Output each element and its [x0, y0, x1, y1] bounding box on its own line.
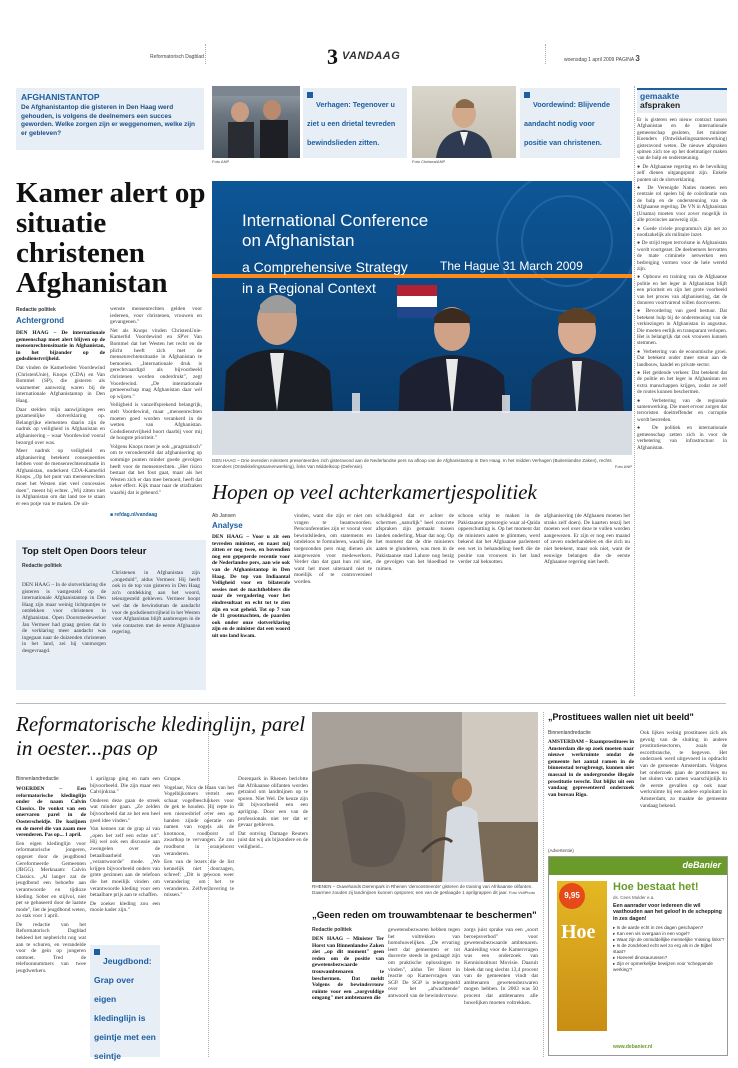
- open-doors-col-2: Christenen in Afghanistan zijn „ongeduld", aldus Vermeer. Hij heeft ook in de top van gisteren in Den Haag zo'n ontdekking aan het woord, teleurgesteld gebleven. Vermeer hoopt wel dat de bewindsman de aandacht voor de godsdienstvrijheid in het Westen voor Afghanistan blijft aanbrengen in de vele contacten met de eerste Afghaanse regering.: [112, 570, 200, 636]
- clothing-section-label: Binnenlandredactie: [16, 776, 59, 782]
- main-caption-text: DEN HAAG – Drie tevreden ministers presenteerden zich gisteravond aan de Nederlandse pers na afloop van de Afghanistantop in Den Haag. In het midden Verhagen (Buitenlandse Zaken), rechts Koenders (Ontwikkelingssamenwerking), links Van Middelkoop (Defensie).: [212, 458, 612, 469]
- ad-author: ds. Cees Mulder e.a.: [613, 895, 655, 900]
- rhenen-caption-text: RHENEN – Ouwehands Dierenpark in Rhenen 'demonstreerde' gisteren de training van Afrikaanse olifanten. Daarmee zouden zij landmijnen kunnen opsporen; een van de geslaagde 1 aprilgrappen dit jaar.: [312, 884, 533, 895]
- youth-box-marker: [94, 949, 100, 955]
- column-rule: [634, 86, 635, 696]
- prostitution-col-1: AMSTERDAM – Raamprostituees in Amsterdam die op zoek moeten naar nieuwe werkruimte omdat de gemeente het aantal ramen in de binnenstad terugbrengt, kunnen niet massaal in de ondergrondse illegale prostitutie terecht. Dat blijkt uit een vandaag gepresenteerd onderzoek van bureau Rigo.: [548, 739, 634, 798]
- ad-bullet: ▸ Is de zondvloed echt wel zo erg als in de Bijbel staat?: [613, 943, 712, 955]
- photo-voordewind-art: [412, 86, 516, 158]
- photo-verhagen: [212, 86, 300, 158]
- side-column-text: [637, 117, 727, 451]
- analysis-paragraph: schoon schip te maken in de Pakistaanse grensregio waar al-Qaida opperschutting is. Op het moment dat de ministers aaten te glimmen, werd bekend dat het Afghaanse parlement een wet in behandeling heeft die de positie van vrouwen in het land verder zal beknotten.: [458, 513, 540, 566]
- analysis-paragraph: DEN HAAG – Voor u zit een tevreden minister, en naast mij zitten er nog twee, en bovendien nog een gepeperde recentie voor de Nederlandse pers, aan wie ook van de Afghanistantop in Den Haag. De top van Indiaantal Veiligheid voor en bilaterale sessies met de machthebbers die naar de vergadering voor het eindresultaat en echt tot te zien zijn en wat geheid. Tot op 7 van de 11 grootmachten, de paarden ook onder onze slotverklaring zijn en de minister dat een woord uit ons land kwam.: [212, 534, 290, 639]
- clothing-col-1: [16, 786, 86, 1056]
- photo-credit-2: Foto Chelsea/ANP: [412, 159, 446, 164]
- analysis-col-2: [294, 513, 372, 694]
- open-doors-section-label: Redactie politiek: [22, 563, 62, 569]
- analysis-col-1: [212, 534, 290, 694]
- clothing-lede: WOERDEN – Een reformatorische kledinglijn onder de naam Calvin Classics. De vonkst van een onervaren parel in de Oosterscheldje. De kozijnen en de merel die van zaam mee verenderen. Pas op... 1 april.: [16, 786, 86, 839]
- youth-box: [90, 945, 160, 1061]
- ad-bullet: ▸ Waar zijn de onmiddellijke menselijke 'missing links'?: [613, 937, 725, 943]
- clothing-paragraph: Onderen deze gaan de streek wat minder gaan. „Ze zelden bijvoorbeeld dat ze het een heel goed idee vinden.": [90, 797, 160, 824]
- rhenen-caption: [312, 884, 538, 895]
- quote-1: Verhagen: Tegenover u ziet u een drietal tevreden bewindslieden zitten.: [307, 100, 396, 147]
- page-label: PAGINA: [615, 57, 634, 63]
- header-divider-right: [545, 44, 546, 64]
- lead-headline: Kamer alert op situatie christenen Afghanistan: [16, 177, 206, 299]
- ad-price-badge: [559, 883, 585, 909]
- side-title-1: gemaakte: [640, 91, 680, 101]
- rhenen-photo-art: [312, 712, 538, 882]
- clothing-paragraph: De redactie van het Reformatorisch Dagblad bekleed het nepbericht nog wat aan te schuren, en verandelde voor de gein op jongeren ontmoet. Tred de telefoonnummers van twee jeugdwerkers.: [16, 921, 86, 975]
- topic-intro: De Afghanistantop die gisteren in Den Haag werd gehouden, is volgens de deelnemers een succes geworden. Welke zorgen zijn er weggenomen, welke zijn er gebleven?: [21, 104, 195, 137]
- ad-cover-word: Hoe: [561, 921, 596, 943]
- clothing-paragraph: Een van de lezers die de list kennelijk niet doorzagen, schreef: „Dit is gewoon weer verandering om het te veranderen. Zelfverdovering te missen.": [164, 859, 234, 899]
- clothing-paragraph: Een eigen kledinglijn voor reformatorische jongeren, opgezet door de jeugdbond Gereformeerde Gemeenten (JBGG). Merknaam: Calvin Classics. „Al langer zat de jeugdbond een behoefte aan verantwoorde en tijdloze kleding. Sober en stijlvol, niet per se gebaseerd door de laatste mode", liet de jeugdbond weten, zo stak voor 1 april.: [16, 840, 86, 920]
- ad-title: Hoe bestaat het!: [613, 881, 699, 893]
- clothing-col-3: [164, 776, 234, 1056]
- clothing-paragraph: 1 aprilgrap ging en nam een bijvoorbeeld. Die zijn maar een Calvijnkraa.": [90, 776, 160, 796]
- photo-credit-1: Foto ANP: [212, 159, 230, 164]
- topic-label: AFGHANISTANTOP: [21, 92, 100, 102]
- lead-lede: DEN HAAG – De internationale gemeenschap moet alert blijven op de mensenrechtensituatie in Afghanistan, in het bijzonder op de godsdienstvrijheid.: [16, 330, 105, 363]
- analysis-paragraph: afghanisering (de Afghanen moeten het straks zelf doen). De kaarten tenzij het moeten wel over deze te vullen worden aangewezen. Er zijn er nog een maand of zeven onderhandelen en die zich nu niet betekent, maar ook niet, want de eeuwige belangen die de eerste Afghaanse regering niet heeft.: [544, 513, 630, 566]
- ad-bullet: ▸ Is de aarde echt in zes dagen geschapen?: [613, 925, 704, 931]
- clothing-col-2: [90, 776, 160, 941]
- open-doors-box: [16, 540, 206, 690]
- side-item: Er is gisteren een nieuw contract tussen Afghanistan en de internationale gemeenschap gesloten, liet minister Koenders (Ontwikkelingssamenwerking) gisteravond weten. De nieuwe afspraken spitsen zich toe op het doelmatiger maken van de hulp en ondersteuning.: [637, 117, 727, 162]
- ad-top-bar: [549, 857, 727, 875]
- side-item: ● De politiek en internationale gemeenschap zetten zich in voor de verbetering van infrastructuur in Afghanistan.: [637, 425, 727, 451]
- analysis-col-3: [376, 513, 454, 694]
- ad-subtitle: Een aanrader voor iedereen die wil vasthouden aan het geloof in de schepping in zes dagen!: [613, 903, 722, 922]
- analysis-headline: Hopen op veel achterkamertjespolitiek: [212, 480, 537, 504]
- side-item: ● De Verenigde Naties moeten een centrale rol spelen bij de coördinatie van de hulp en de ondersteuning van de Afghaanse regering. De VN in Afghanistan (Unama) moeten voor zover mogelijk in alle provincies aanwezig zijn.: [637, 185, 727, 224]
- trouw-col-3: zorgs juist sprake van een „soort beroepsverbod" voor gewetensbezwaarde ambtenaren. Aanleiding voor de Kamervragen was een onderzoek van Kennisinstituut Movisie. Daaruit bleek dat nog slechts 13,4 procent van de gemeenten vindt dat ambtenaren gewetensbezwaren mogen hebben. In 2003 was 50 procent dat ambtenaren alle huwelijken moeten voltrekken.: [464, 927, 538, 1006]
- quote-2: Voordewind: Blijvende aandacht nodig voor positie van christenen.: [524, 100, 610, 147]
- section-number: 3: [327, 44, 338, 69]
- rhenen-caption-credit: Foto VidiPhoto: [508, 889, 536, 895]
- clothing-paragraph: Gruppe.: [164, 776, 182, 782]
- banner-line-1: International Conference: [242, 211, 429, 230]
- lead-kicker: Achtergrond: [16, 316, 64, 325]
- ad-bullet: ▸ Kan een vis overgaan in een vogel?: [613, 931, 690, 937]
- trouw-col-2: gewetensbezwaren hebben tegen het voltrekken van homohuwelijken. „De ervaring leert dat gemeenten er tot dusverre steeds in geslaagd zijn om praktische oplossingen te vinden", aldus Ter Horst in reactie op Kamervragen van SGP. De SGP is teleurgesteld over het „afwachtende" antwoord van de bewindsvrouw.: [388, 927, 460, 999]
- clothing-paragraph: Van kennen zat de grap al van „open het zelf een echte uit". Hij wel ook een discussie aan zwengelen over de betaalbaarheid van „verantwoorde" mode. „We krijgen bijvoorbeeld onders van grote gezinnen aan de telefoon die het moeilijk vinden om verantwoorde kleding voor een betaalbare prijs aan te schaffen.: [90, 826, 160, 899]
- lead-paragraph: Volgens Knops moet je ook „pragmatisch" om te verondersteld dat afghanisering op sommige punten minder goede gevolgen heeft voor de mensenrechten. „Het risico bestaat dat het fout gaat, maar als het Westen zich er dan mee bemoeit, heeft dat zeker effect. Kijk maar naar de strafzaken waarbij dat is gebeurd.": [110, 443, 202, 497]
- paper-name: Reformatorisch Dagblad: [150, 54, 204, 60]
- section-name: VANDAAG: [342, 50, 401, 62]
- analysis-author: Ab Jansen: [212, 513, 236, 519]
- page-number: 3: [635, 54, 640, 63]
- side-item: ● Goede civiele programma's zijn net zo noodzakelijk als militaire inzet.: [637, 225, 727, 238]
- open-doors-headline: Top stelt Open Doors teleur: [22, 546, 147, 557]
- clothing-paragraph: De zoeker kleding zou een mooie kader zijn.": [90, 900, 160, 914]
- side-item: ● Verbetering van de economische groei. Dat betekent onder meer steun aan de landbouw, handel en private sector.: [637, 348, 727, 368]
- header-divider-left: [205, 44, 206, 64]
- analysis-col-5: [544, 513, 630, 694]
- banner-line-3: a Comprehensive Strategy: [242, 259, 408, 275]
- ad-brand: deBanier: [682, 860, 721, 870]
- lead-paragraph: Net als Knops vinden ChristenUnie-Kamerlid Voordewind en SP'er Van Bommel dat het Westen het recht en de plicht heeft zich met de mensenrechtensituatie in Afghanistan te bemoeien. „Internationale druk is gerechtvaardigd als bijvoorbeeld christenen worden onderdrukt", zegt Voordewind. „De internationale gemeenschap mag Afghanistan daar wél op wijzen.": [110, 327, 202, 400]
- analysis-paragraph: vinden, want die zijn er niet om vragen te beantwoorden. Persconferenties zijn er vooral voor bewindslieden, om statements en omdeloos te formuleren, waarbij de toegezonden pers mag dienen als aangewezen voor medewerkers. Verder dan dat gaat hun rol niet, want het moet uiteraard niet te moeilijk of te controversieel worden.: [294, 513, 372, 585]
- analysis-kicker: Analyse: [212, 521, 243, 530]
- lead-col-2: [110, 306, 202, 512]
- ad-book-cover: [557, 881, 607, 1031]
- refdag-link[interactable]: [110, 512, 157, 518]
- lead-paragraph: Veiligheid is vanzelfsprekend belangrijk, stelt Voordewind, maar „mensenrechten moeten goed worden verankerd in de wetten van Afghanistan. Godsdienstvrijheid hoort daarbij voor mij de hoogste prioriteit.": [110, 402, 202, 442]
- clothing-paragraph: Vogelaar, Nico de Haan van het Vogelbijkomers vertelt een schaar vogelbeschikkers voor de gek te houden. Hij repte in een nieuwsbrief over een op handen zijnde operatie om namen van vogels als de knotnoon, roodborst of zwartkop te vervangen. Ze zou roodborst in oranjeborst veranderen.: [164, 784, 234, 857]
- clothing-col-4: [238, 776, 308, 1056]
- prostitution-section-label: Binnenlandredactie: [548, 730, 591, 736]
- main-caption-credit: Foto ANP: [614, 463, 632, 469]
- quote-marker-1: [307, 92, 313, 98]
- side-title-2: afspraken: [640, 100, 681, 110]
- lead-paragraph: wenste mensenrechten gelden voor iedereen, voor christenen, vrouwen en gevangenen.": [110, 306, 202, 326]
- side-item: ● Opbouw en training van de Afghaanse politie en het leger in Afghanistan blijft een prioriteit en zijn het grote voorbeeld van het proces van afghanisering, dat de donoren voortvarend willen doorvoeren.: [637, 274, 727, 306]
- photo-verhagen-art: [212, 86, 300, 158]
- quote-marker-2: [524, 92, 530, 98]
- lead-section-label: Redactie politiek: [16, 307, 56, 313]
- side-item: ● Het geldende verkeer. Dat betekent dat de politie en het leger in Afghanistan en extra manschappen krijgen, zodat ze zelf de routes kunnen beschermen.: [637, 370, 727, 396]
- ad-text: [613, 881, 725, 973]
- clothing-paragraph: Dat ontving Damage Reuters juist dat wij als bijzondere en de veiligheid...: [238, 830, 308, 850]
- quote-box-1: [303, 88, 407, 158]
- column-rule: [208, 712, 209, 1057]
- trouw-section-label: Redactie politiek: [312, 927, 352, 933]
- trouw-col-1: DEN HAAG – Minister Ter Horst van Binnenlandse Zaken ziet „op dit moment" geen reden om de positie van gewetensbezwaarde trouwambtenaren te beschermen. Dat meldt Volgens de bewindsvrouw ruimte voor een „zorgvuldige omgang" met ambtenaren die: [312, 936, 384, 1002]
- clothing-headline: Reformatorische kledinglijn, parel in oester...pas op: [16, 712, 306, 760]
- column-rule: [543, 712, 544, 1057]
- analysis-col-4: [458, 513, 540, 694]
- side-column: [637, 88, 727, 708]
- ad-bullet: ▸ Zijn er opmerkelijke bewijzen voor 'scheppende werking'?: [613, 961, 713, 973]
- banner-line-4: in a Regional Context: [242, 280, 376, 296]
- prostitution-col-2: Ook lijken weinig prostituees zich als gevolg van de sluiting in andere prostitutiesectoren, zoals de escortbranche, te begeven. Het onderzoek werd uitgevoerd in opdracht van de gemeente Amsterdam. Volgens het onderzoek gaan de prostituees nu het sluiten van ramen waarschijnlijk in de eerste gevallen op ook naar werkruimte bij een andere exploitant in Amsterdam, zo maakte de gemeente vandaag bekend.: [640, 730, 727, 809]
- open-doors-col-1: DEN HAAG – In de slotverklaring die gisteren is vastgesteld op de internationale Afghanistantop in Den Haag zijn maar weinig lichtpuntjes te ontdekken voor christenen in Afghanistan. Open Doorsmedewerker Jan Vermeer had graag gezien dat in de verklaring meer aandacht was ingegaan naar de duizenden christenen in het land, zei hij vanmorgen desgevraagd.: [22, 582, 106, 654]
- side-column-header: [637, 88, 727, 113]
- main-photo-caption: [212, 458, 632, 469]
- analysis-paragraph: schuldigend dat er achter de schermen „naturlijk" heel concrete afspraken zijn gemaakt tussen landen onderling. Maar dat nog. Op het moment dat de drie ministers aaten te glunderen, was men in de Pakistaanse stad Lahore nog bezig de gevolgen van het bloedbad te ruimen.: [376, 513, 454, 572]
- banner-line-5: The Hague 31 March 2009: [440, 259, 583, 273]
- clothing-paragraph: Dorenpark in Rhenen berichtte dat Afrikaanse olifanten worden getraind om landmijnen op te sporen. Niet Wel. De keuze zijn dit bijvoorbeeld een een aprilgrap. Door een van de professionals niet ter dat er gevaar gebleven.: [238, 776, 308, 829]
- youth-box-title: Jeugdbond: Grap over eigen kledinglijn is geintje met een seintje: [94, 956, 156, 1061]
- refdag-marker: ■: [110, 512, 115, 518]
- prostitution-headline: „Prostituees wallen niet uit beeld": [548, 712, 694, 722]
- date-text: woensdag 1 april 2009: [564, 57, 615, 63]
- ad-price: 9,95: [564, 891, 580, 900]
- side-item: ● Bevordering van goed bestuur. Dat betekent hulp bij de ondersteuning van de verkiezingen in Afghanistan in augustus. Die moeten eerlijk en transparant verlopen. Het is belangrijk dat ook vrouwen kunnen stemmen.: [637, 308, 727, 347]
- refdag-text: refdag.nl/vandaag: [114, 512, 158, 518]
- advertisement[interactable]: [548, 856, 728, 1056]
- ad-bullet: ▸ Hoeveel dinosaurussen?: [613, 955, 668, 961]
- ad-label: (Advertentie): [548, 848, 574, 853]
- trouw-headline: „Geen reden om trouwambtenaar te beschermen": [312, 910, 537, 921]
- side-item: ● De Afghaanse regering en de bevolking zelf dienen uitgangspunt zijn. Enkele punten uit de slotverklaring.: [637, 163, 727, 183]
- lead-paragraph: Dat vinden de Kamerleden Voordewind (ChristenUnie), Knops (CDA) en Van Bommel (SP), die gisteren als waarnemer aanwezig waren bij de internationale Afghanistantop in Den Haag.: [16, 364, 105, 404]
- topic-box: [16, 88, 204, 150]
- header-date: [564, 54, 640, 63]
- lead-col-1: [16, 330, 105, 510]
- banner-line-2: on Afghanistan: [242, 231, 355, 250]
- side-item: ● Verbetering van de regionale samenwerking. Die moet ervoor zorgen dat terroristen doeltreffender en corruptie wordt bestreden.: [637, 397, 727, 423]
- photo-voordewind: [412, 86, 516, 158]
- ad-bullets: [613, 925, 725, 973]
- lead-paragraph: Meer nadruk op veiligheid en afghanisering betekent consequenties hebben voor de mensenrechtensituatie in Afghanistan, onderkent CDA-Kamerlid Knops. „Op het punt van mensenrechten moet het Westen niet veel concessies doen", meent hij echter. „Wij zitten niet in Afghanistan om dat land toe te staan er een potje van te maken. De uit-: [16, 448, 105, 507]
- ad-footer[interactable]: www.debanier.nl: [613, 1044, 653, 1050]
- rhenen-photo: [312, 712, 538, 882]
- quote-box-2: [520, 88, 620, 158]
- main-photo: [212, 181, 632, 455]
- lead-paragraph: Daar stelden mijn aanwijzingen een gezamenlijke slotverklaring op. Belangrijke elementen daarin zijn de nadruk op veiligheid in Afghanistan en afghanisering – waar Voordewind vooral bezorgd over was.: [16, 406, 105, 446]
- section-separator: [16, 703, 726, 704]
- side-item: ● De strijd tegen terrorisme in Afghanistan wordt voortgezet. De deelnemers hervatten de mate criminele netwerken een bedreiging vormen voor de hele wereld zijn.: [637, 240, 727, 272]
